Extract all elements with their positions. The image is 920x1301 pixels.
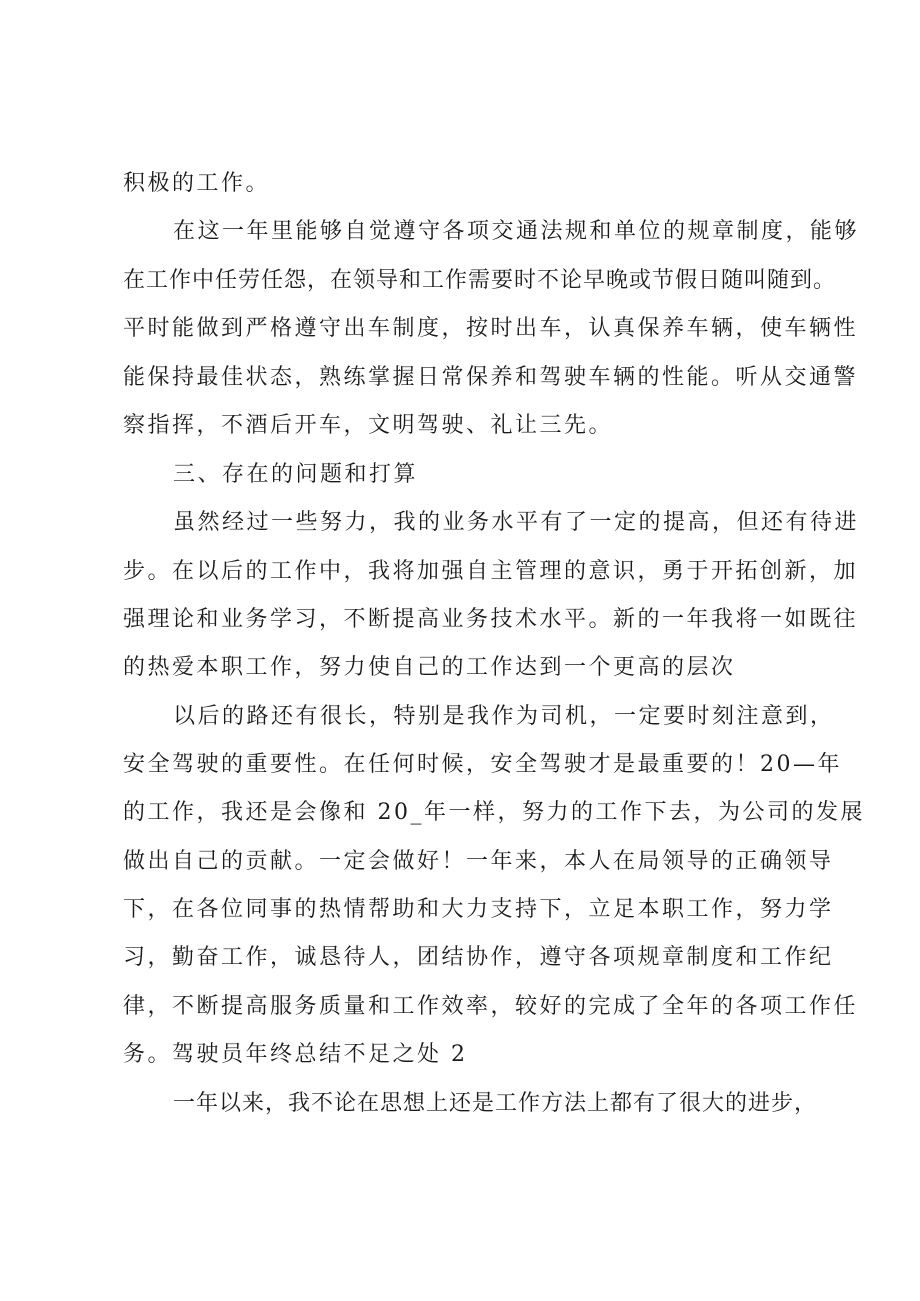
text-line: 下，在各位同事的热情帮助和大力支持下，立足本职工作，努力学: [123, 897, 834, 922]
text-line: 务。驾驶员年终总结不足之处 2: [123, 1042, 468, 1067]
paragraph-first-line: 一年以来，我不论在思想上还是工作方法上都有了很大的进步，: [173, 1091, 818, 1116]
paragraph-first-line: 在这一年里能够自觉遵守各项交通法规和单位的规章制度，能够: [173, 219, 860, 244]
text-line: 在工作中任劳任怨，在领导和工作需要时不论早晚或节假日随叫随到。: [123, 268, 837, 293]
paragraph-first-line: 虽然经过一些努力，我的业务水平有了一定的提高，但还有待进: [173, 510, 860, 535]
text-line: 的热爱本职工作，努力使自己的工作达到一个更高的层次: [123, 655, 736, 680]
text-line: 的工作，我还是会像和 20_年一样，努力的工作下去，为公司的发展: [123, 800, 865, 825]
text-line: 做出自己的贡献。一定会做好！一年来，本人在局领导的正确领导: [123, 849, 834, 874]
paragraph-first-line: 以后的路还有很长，特别是我作为司机，一定要时刻注意到，: [173, 704, 835, 729]
text-line: 安全驾驶的重要性。在任何时候，安全驾驶才是最重要的！20—年: [123, 752, 842, 777]
text-line: 习，勤奋工作，诚恳待人，团结协作，遵守各项规章制度和工作纪: [123, 945, 834, 970]
text-line: 步。在以后的工作中，我将加强自主管理的意识，勇于开拓创新，加: [123, 559, 859, 584]
text-line: 察指挥，不酒后开车，文明驾驶、礼让三先。: [123, 413, 614, 438]
text-line: 平时能做到严格遵守出车制度，按时出车，认真保养车辆，使车辆性: [123, 316, 859, 341]
text-line: 律，不断提高服务质量和工作效率，较好的完成了全年的各项工作任: [123, 994, 859, 1019]
section-heading: 三、存在的问题和打算: [173, 462, 419, 487]
text-line: 能保持最佳状态，熟练掌握日常保养和驾驶车辆的性能。听从交通警: [123, 365, 859, 390]
text-line: 强理论和业务学习，不断提高业务技术水平。新的一年我将一如既往: [123, 607, 859, 632]
text-line: 积极的工作。: [123, 171, 271, 196]
